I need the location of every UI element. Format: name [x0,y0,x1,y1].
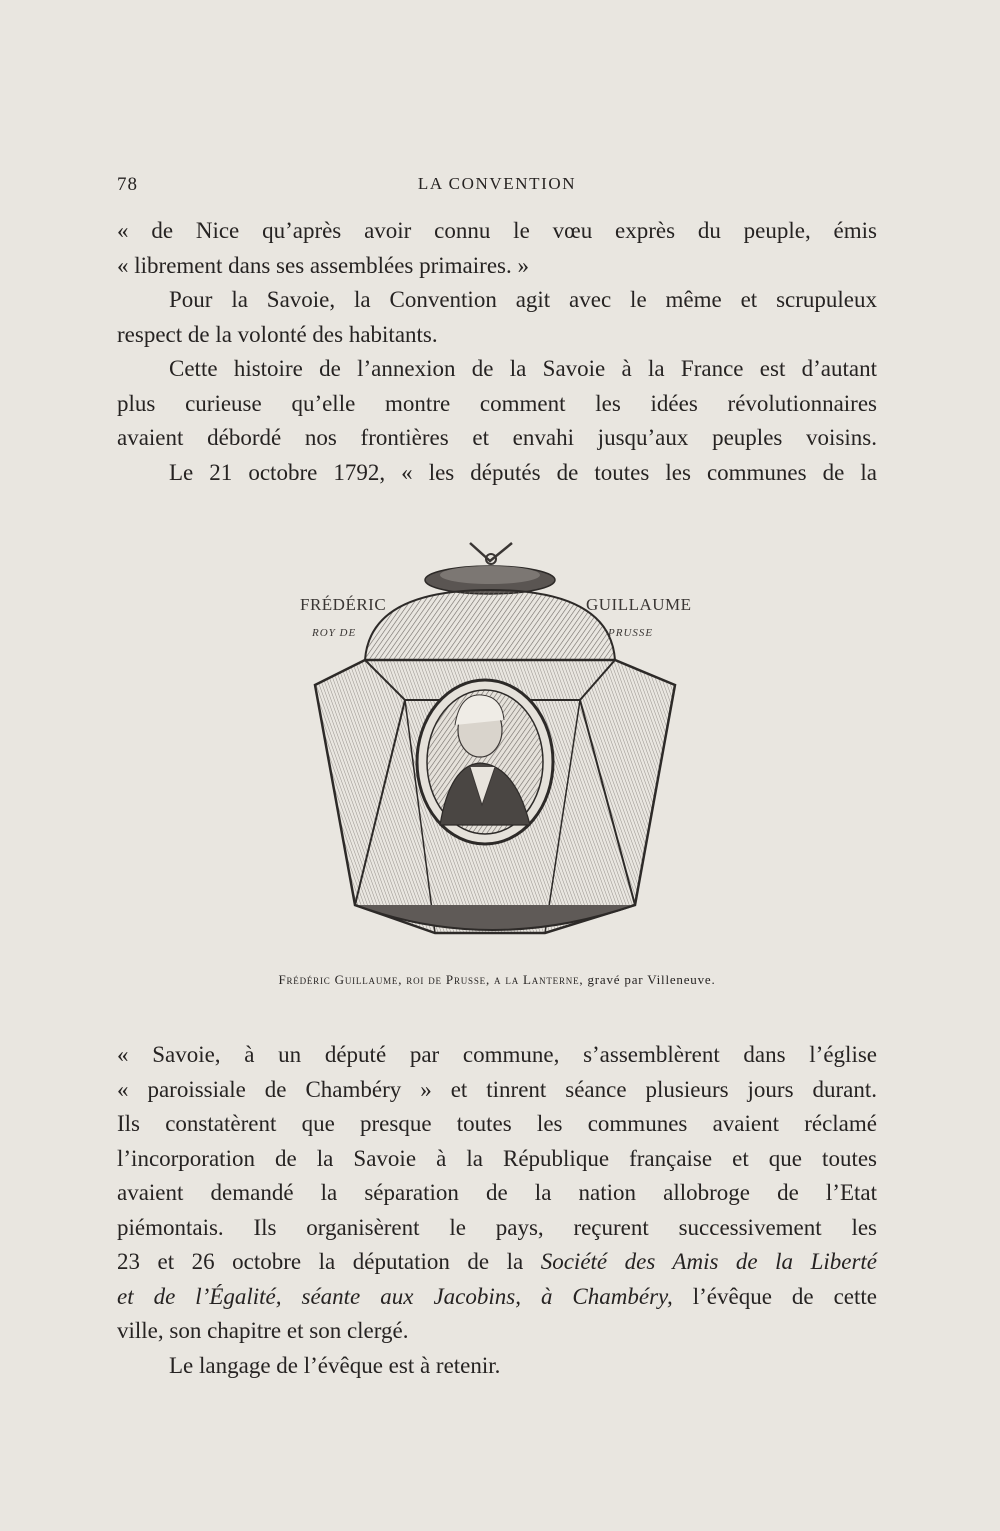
text-line: piémontais. Ils organisèrent le pays, reçurent successivement les [117,1214,877,1240]
page-header [117,174,877,200]
label-guillaume: GUILLAUME [586,595,692,614]
text-line: avaient demandé la séparation de la nation allobroge de l’Etat [117,1180,877,1205]
text-line: ville, son chapitre et son clergé. [117,1318,409,1343]
text-line: « librement dans ses assemblées primaires. » [117,252,529,278]
running-title: LA CONVENTION [417,174,577,193]
text-line: « Savoie, à un député par commune, s’assemblèrent dans l’église [117,1042,877,1067]
text-line: Ils constatèrent que presque toutes les communes avaient réclamé [117,1111,877,1136]
text-line: « paroissiale de Chambéry » et tinrent séance plusieurs jours durant. [117,1076,877,1102]
page-number: 78 [117,174,138,195]
text-line: Cette histoire de l’annexion de la Savoie à la France est d’autant [169,356,877,381]
label-frederic: FRÉDÉRIC [300,595,387,614]
top-paragraphs [117,214,877,490]
text-line: « de Nice qu’après avoir connu le vœu exprès du peuple, émis [117,218,877,243]
text-line: respect de la volonté des habitants. [117,321,438,347]
italic-society-name: Société des Amis de la Liberté [540,1249,878,1274]
bottom-paragraphs [117,1038,877,1383]
caption-title: Frédéric Guillaume, roi de Prusse, a la Lanterne, [278,972,584,987]
figure-caption [117,972,877,988]
text-line [117,1280,877,1315]
hanging-hook [470,543,512,561]
italic-society-name-cont: et de l’Égalité, séante aux Jacobins, à Chambéry, [117,1283,673,1309]
label-roy-de: ROY DE [312,627,357,639]
lantern-engraving [290,535,710,945]
text-line: avaient débordé nos frontières et envahi jusqu’aux peuples voisins. [117,425,877,450]
label-prusse: PRUSSE [608,627,654,639]
text-line: Pour la Savoie, la Convention agit avec le même et scrupuleux [169,287,877,312]
text-line: plus curieuse qu’elle montre comment les idées révolutionnaires [117,390,877,416]
text-span: 23 et 26 octobre la députation de la [117,1249,541,1274]
text-line: l’incorporation de la Savoie à la République française et que toutes [117,1145,877,1171]
text-line [117,1245,877,1280]
text-line: Le langage de l’évêque est à retenir. [169,1352,501,1378]
text-span: l’évêque de cette [672,1283,877,1309]
text-line: Le 21 octobre 1792, « les députés de toutes les communes de la [169,459,877,485]
caption-credit: gravé par Villeneuve. [583,972,716,987]
lantern-dome [365,590,615,660]
